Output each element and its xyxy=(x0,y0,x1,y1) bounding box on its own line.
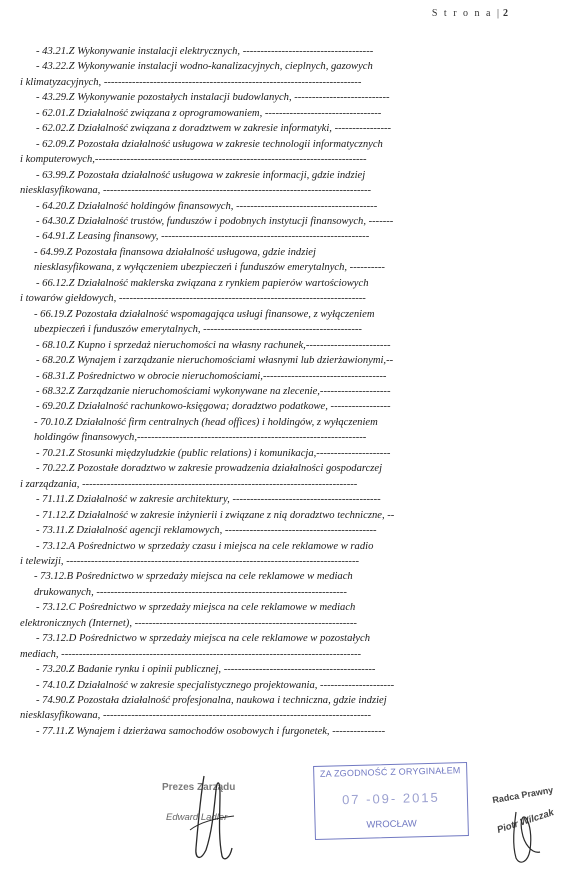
pkd-entry xyxy=(20,276,500,307)
signature-name-legal-counsel: Piotr Wilczak xyxy=(495,807,556,836)
pkd-entry xyxy=(20,631,500,662)
pkd-entry-first-line: - 62.02.Z Działalność związana z doradztwem w zakresie informatyki, ---------------- xyxy=(36,123,392,135)
pkd-entry-continuation: i towarów giełdowych, ---------------------------------------------------------------------- xyxy=(20,293,366,305)
legal-counsel-signature-scribble xyxy=(506,808,546,868)
stamp-heading: ZA ZGODNOŚĆ Z ORYGINAŁEM xyxy=(319,765,461,779)
pkd-entry xyxy=(20,137,500,168)
pkd-entry-continuation: i klimatyzacyjnych, ------------------------------------------------------------------------- xyxy=(20,76,362,88)
pkd-entry-continuation: holdingów finansowych,----------------------------------------------------------------- xyxy=(34,432,367,444)
certified-copy-stamp xyxy=(313,762,469,840)
pkd-entry-first-line: - 73.20.Z Badanie rynku i opinii publicznej, ------------------------------------------- xyxy=(36,664,376,676)
pkd-entry-continuation: niesklasyfikowana, ---------------------------------------------------------------------------- xyxy=(20,185,372,197)
pkd-entry xyxy=(20,600,500,631)
pkd-entry-first-line: - 73.12.B Pośrednictwo w sprzedaży miejsca na cele reklamowe w mediach xyxy=(34,571,353,583)
pkd-entry xyxy=(20,106,500,121)
stamp-city: WROCŁAW xyxy=(366,818,417,831)
pkd-entry-first-line: - 62.09.Z Pozostała działalność usługowa w zakresie technologii informatycznych xyxy=(36,138,383,150)
pkd-entry xyxy=(20,569,500,600)
pkd-entry-first-line: - 43.22.Z Wykonywanie instalacji wodno-kanalizacyjnych, cieplnych, gazowych xyxy=(36,61,373,73)
pkd-entry-first-line: - 73.11.Z Działalność agencji reklamowych, ------------------------------------------- xyxy=(36,525,377,537)
pkd-entry xyxy=(20,492,500,507)
pkd-entry-first-line: - 71.11.Z Działalność w zakresie architektury, ------------------------------------------ xyxy=(36,494,381,506)
pkd-entry-first-line: - 66.12.Z Działalność maklerska związana z rynkiem papierów wartościowych xyxy=(36,277,369,289)
pkd-entry-continuation: i telewizji, ----------------------------------------------------------------------------------- xyxy=(20,555,360,567)
pkd-entry-continuation: i zarządzania, ------------------------------------------------------------------------------ xyxy=(20,478,358,490)
pkd-entry xyxy=(20,44,500,59)
page-header xyxy=(432,8,508,19)
pkd-entry xyxy=(20,399,500,414)
pkd-entry xyxy=(20,539,500,570)
pkd-entry xyxy=(20,59,500,90)
pkd-entry-first-line: - 71.12.Z Działalność w zakresie inżynierii i związane z nią doradztwo techniczne, -- xyxy=(36,509,395,521)
president-signature-scribble xyxy=(170,770,250,865)
pkd-entry-first-line: - 64.20.Z Działalność holdingów finansowych, ---------------------------------------- xyxy=(36,200,378,212)
pkd-entry-first-line: - 70.10.Z Działalność firm centralnych (head offices) i holdingów, z wyłączeniem xyxy=(34,416,378,428)
pkd-entry-first-line: - 64.30.Z Działalność trustów, funduszów i podobnych instytucji finansowych, ------- xyxy=(36,215,394,227)
pkd-entry xyxy=(20,199,500,214)
pkd-entry xyxy=(20,662,500,677)
pkd-entry-first-line: - 73.12.A Pośrednictwo w sprzedaży czasu i miejsca na cele reklamowe w radio xyxy=(36,540,374,552)
pkd-entry xyxy=(20,369,500,384)
pkd-entry xyxy=(20,307,500,338)
signature-title-president: Prezes Zarządu xyxy=(162,782,236,793)
pkd-entry-first-line: - 68.31.Z Pośrednictwo w obrocie nieruchomościami,----------------------------------- xyxy=(36,370,387,382)
pkd-entry xyxy=(20,508,500,523)
pkd-entry-first-line: - 64.91.Z Leasing finansowy, ----------------------------------------------------------- xyxy=(36,231,370,243)
pkd-entry-first-line: - 68.20.Z Wynajem i zarządzanie nieruchomościami własnymi lub dzierżawionymi,-- xyxy=(36,355,394,367)
pkd-entry xyxy=(20,121,500,136)
page-label: S t r o n a | xyxy=(431,8,501,19)
pkd-entry xyxy=(20,245,500,276)
pkd-entry-first-line: - 68.10.Z Kupno i sprzedaż nieruchomości na własny rachunek,------------------------ xyxy=(36,339,391,351)
pkd-entry-continuation: ubezpieczeń i funduszów emerytalnych, --------------------------------------------- xyxy=(34,324,362,336)
pkd-entry xyxy=(20,338,500,353)
pkd-code-list xyxy=(20,44,500,739)
pkd-entry xyxy=(20,214,500,229)
pkd-entry xyxy=(20,229,500,244)
pkd-entry xyxy=(20,353,500,368)
pkd-entry-continuation: niesklasyfikowana, z wyłączeniem ubezpieczeń i funduszów emerytalnych, ---------- xyxy=(34,262,385,274)
pkd-entry-first-line: - 62.01.Z Działalność związana z oprogramowaniem, --------------------------------- xyxy=(36,107,382,119)
pkd-entry-first-line: - 73.12.D Pośrednictwo w sprzedaży miejsca na cele reklamowe w pozostałych xyxy=(36,633,371,645)
pkd-entry xyxy=(20,523,500,538)
pkd-entry-continuation: niesklasyfikowana, ---------------------------------------------------------------------------- xyxy=(20,710,372,722)
pkd-entry-first-line: - 68.32.Z Zarządzanie nieruchomościami wykonywane na zlecenie,-------------------- xyxy=(36,385,391,397)
page-number: 2 xyxy=(503,8,508,19)
pkd-entry xyxy=(20,724,500,739)
pkd-entry-first-line: - 70.21.Z Stosunki międzyludzkie (public relations) i komunikacja,--------------------- xyxy=(36,447,391,459)
pkd-entry-first-line: - 66.19.Z Pozostała działalność wspomagająca usługi finansowe, z wyłączeniem xyxy=(34,308,375,320)
pkd-entry xyxy=(20,415,500,446)
pkd-entry-first-line: - 43.21.Z Wykonywanie instalacji elektrycznych, ------------------------------------- xyxy=(36,46,374,57)
pkd-entry xyxy=(20,446,500,461)
pkd-entry-first-line: - 63.99.Z Pozostała działalność usługowa w zakresie informacji, gdzie indziej xyxy=(36,169,366,181)
pkd-entry-first-line: - 74.90.Z Pozostała działalność profesjonalna, naukowa i techniczna, gdzie indziej xyxy=(36,695,387,707)
pkd-entry xyxy=(20,693,500,724)
pkd-entry-continuation: i komputerowych,----------------------------------------------------------------------------- xyxy=(20,154,367,166)
pkd-entry-first-line: - 73.12.C Pośrednictwo w sprzedaży miejsca na cele reklamowe w mediach xyxy=(36,602,356,614)
pkd-entry-first-line: - 70.22.Z Pozostałe doradztwo w zakresie prowadzenia działalności gospodarczej xyxy=(36,463,383,475)
pkd-entry xyxy=(20,168,500,199)
signature-title-legal-counsel: Radca Prawny xyxy=(491,784,554,806)
pkd-entry-continuation: elektronicznych (Internet), --------------------------------------------------------------- xyxy=(20,617,357,629)
pkd-entry-continuation: mediach, ------------------------------------------------------------------------------------- xyxy=(20,648,362,660)
pkd-entry xyxy=(20,384,500,399)
pkd-entry-first-line: - 43.29.Z Wykonywanie pozostałych instalacji budowlanych, --------------------------- xyxy=(36,92,390,104)
pkd-entry-first-line: - 77.11.Z Wynajem i dzierżawa samochodów osobowych i furgonetek, --------------- xyxy=(36,725,386,737)
pkd-entry-first-line: - 69.20.Z Działalność rachunkowo-księgowa; doradztwo podatkowe, ----------------- xyxy=(36,401,391,413)
stamp-date: 07 -09- 2015 xyxy=(341,789,440,808)
pkd-entry-continuation: drukowanych, ----------------------------------------------------------------------- xyxy=(34,586,347,598)
signature-name-president: Edward Ladler xyxy=(166,812,228,823)
pkd-entry xyxy=(20,461,500,492)
pkd-entry xyxy=(20,90,500,105)
pkd-entry-first-line: - 64.99.Z Pozostała finansowa działalność usługowa, gdzie indziej xyxy=(34,246,316,258)
pkd-entry xyxy=(20,678,500,693)
pkd-entry-first-line: - 74.10.Z Działalność w zakresie specjalistycznego projektowania, --------------------- xyxy=(36,679,395,691)
